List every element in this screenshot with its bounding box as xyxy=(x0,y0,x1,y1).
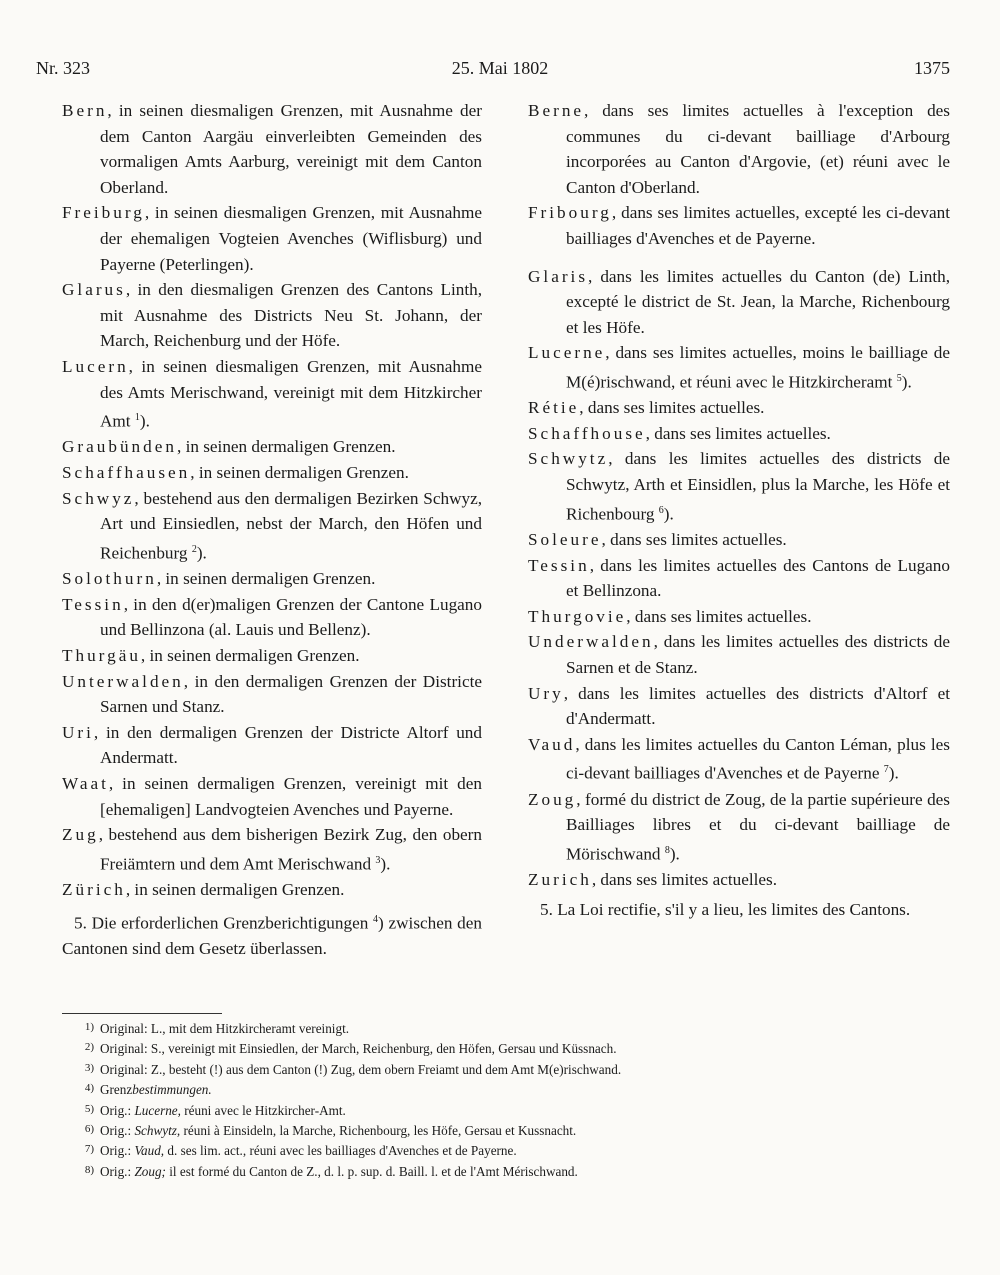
footnote-text: Orig.: xyxy=(100,1163,135,1179)
footnote-text: Orig.: xyxy=(100,1123,135,1139)
canton-name: Schwytz xyxy=(528,449,609,469)
canton-entry xyxy=(62,354,482,435)
canton-name: Thurgäu xyxy=(62,645,141,665)
paragraph-text: 5. La Loi rectifie, s'il y a lieu, les limites des Cantons. xyxy=(540,899,911,919)
canton-name: Zug xyxy=(62,825,99,845)
footnote xyxy=(72,1079,932,1099)
canton-name: Bern xyxy=(62,101,108,120)
canton-name: Soleure xyxy=(528,529,602,549)
footnote-ref: 6 xyxy=(658,504,664,516)
footnote-text: Vaud, xyxy=(134,1143,165,1159)
canton-name: Rétie xyxy=(528,398,580,418)
canton-name: Fribourg xyxy=(528,203,612,223)
footnote-ref: 1 xyxy=(134,412,140,424)
entry-text: , dans ses limites actuelles. xyxy=(626,606,812,626)
footnote xyxy=(72,1038,932,1058)
footnote xyxy=(72,1140,932,1160)
page-number-ref: Nr. 323 xyxy=(36,58,90,78)
footnote-text: Orig.: xyxy=(100,1102,135,1118)
canton-entry xyxy=(62,460,482,486)
canton-entry xyxy=(528,264,950,341)
canton-name: Glarus xyxy=(62,280,126,300)
canton-entry xyxy=(528,553,950,604)
canton-entry xyxy=(528,681,950,732)
canton-entry xyxy=(528,604,950,630)
paragraph-text: ) zwischen den Cantonen sind dem Gesetz überlassen. xyxy=(62,913,482,958)
footnote-number: 6) xyxy=(84,1123,94,1136)
page-date: 25. Mai 1802 xyxy=(451,58,549,78)
canton-entry xyxy=(62,822,482,877)
footnote-text: bestimmungen. xyxy=(132,1082,212,1098)
canton-entry xyxy=(528,200,950,251)
footnote-number: 3) xyxy=(84,1061,94,1074)
canton-entry xyxy=(62,643,482,669)
canton-name: Underwalden xyxy=(528,632,654,652)
canton-name: Schaffhouse xyxy=(528,423,646,443)
canton-name: Lucerne xyxy=(528,343,606,363)
footnote-text: Original: Z., besteht (!) aus dem Canton (!) Zug, dem obern Freiamt und dem Amt M(e)rischwand. xyxy=(100,1061,622,1077)
canton-name: Waat xyxy=(62,773,109,793)
footnote-text: Orig.: xyxy=(100,1143,135,1159)
canton-name: Uri xyxy=(62,722,94,742)
canton-name: Thurgovie xyxy=(528,606,627,626)
footnote-text: réuni à Einsideln, la Marche, Richenbourg, les Höfe, Gersau et Kussnacht. xyxy=(180,1123,577,1139)
entry-text: , in den d(er)maligen Grenzen der Cantone Lugano und Bellinzona (al. Lauis und Bellenz). xyxy=(100,594,482,640)
canton-entry xyxy=(528,340,950,395)
footnote-ref: 4 xyxy=(373,913,379,925)
entry-text: , in seinen dermaligen Grenzen. xyxy=(176,437,396,457)
canton-name: Solothurn xyxy=(62,569,157,589)
article-paragraph xyxy=(62,907,482,962)
entry-tail: ). xyxy=(380,854,391,874)
entry-text: , in seinen dermaligen Grenzen, vereinigt mit den [ehemaligen] Landvogteien Avenches und Payerne. xyxy=(100,773,482,819)
entry-tail: ). xyxy=(888,764,899,784)
footnote-ref: 7 xyxy=(883,764,889,776)
entry-text: , in seinen dermaligen Grenzen. xyxy=(190,463,409,483)
entry-text: , dans ses limites actuelles. xyxy=(591,870,778,890)
canton-entry xyxy=(528,867,950,893)
canton-entry xyxy=(62,720,482,771)
canton-name: Lucern xyxy=(62,356,129,376)
entry-tail: ). xyxy=(901,372,912,392)
footnote-text: Schwytz, xyxy=(134,1123,181,1139)
entry-text: , dans ses limites actuelles à l'exception des communes du ci-devant bailliage d'Arbourg incorporées au Canton d'Argovie, (et) réuni avec le Canton d'Oberland. xyxy=(566,101,950,197)
footnote-text: il est formé du Canton de Z., d. l. p. sup. d. Baill. l. et de l'Amt Mérischwand. xyxy=(165,1163,578,1179)
entry-text: , in den diesmaligen Grenzen des Cantons Linth, mit Ausnahme des Districts Neu St. Johann, der March, Reichenburg und der Höfe. xyxy=(100,280,482,351)
entry-tail: ). xyxy=(663,504,674,524)
canton-entry xyxy=(528,421,950,447)
footnote-number: 4) xyxy=(84,1082,94,1095)
canton-name: Berne xyxy=(528,101,585,120)
footnote-text: Lucerne, xyxy=(134,1102,181,1118)
entry-text: , bestehend aus den dermaligen Bezirken Schwyz, Art und Einsiedlen, nebst der March, den Höfen und Reichenburg xyxy=(100,488,482,563)
footnote-number: 5) xyxy=(84,1102,94,1115)
footnote-text: Original: L., mit dem Hitzkircheramt vereinigt. xyxy=(100,1021,350,1036)
canton-entry xyxy=(62,877,482,903)
footnotes xyxy=(72,1018,932,1181)
canton-entry xyxy=(62,592,482,643)
canton-entry xyxy=(62,98,482,200)
footnote-text: Zoug; xyxy=(134,1163,166,1179)
canton-name: Tessin xyxy=(62,594,124,614)
canton-entry xyxy=(528,629,950,680)
entry-text: , in den dermaligen Grenzen der Districte Altorf und Andermatt. xyxy=(93,722,482,768)
entry-text: , dans les limites actuelles des districts de Schwytz, Arth et Einsidlen, plus la Marche, les Höfe et Richenbourg xyxy=(566,449,950,524)
canton-name: Unterwalden xyxy=(62,671,184,691)
canton-name: Schwyz xyxy=(62,488,135,508)
entry-tail: ). xyxy=(669,844,680,864)
canton-name: Schaffhausen xyxy=(62,463,191,483)
footnote-ref: 3 xyxy=(375,854,381,866)
entry-text: , in seinen dermaligen Grenzen. xyxy=(125,880,345,900)
canton-name: Freiburg xyxy=(62,203,145,223)
canton-entry xyxy=(62,486,482,567)
footnote xyxy=(72,1161,932,1181)
article-paragraph xyxy=(528,897,950,923)
canton-name: Zurich xyxy=(528,870,592,890)
entry-tail: ). xyxy=(196,543,207,563)
canton-entry xyxy=(62,277,482,354)
canton-name: Zoug xyxy=(528,789,577,809)
entry-text: , dans les limites actuelles des Cantons de Lugano et Bellinzona. xyxy=(566,555,950,601)
canton-entry xyxy=(62,434,482,460)
canton-entry xyxy=(62,200,482,277)
german-column xyxy=(62,98,482,962)
french-column xyxy=(528,98,950,922)
footnote xyxy=(72,1018,932,1038)
entry-text: , dans les limites actuelles du Canton Léman, plus les ci-devant bailliages d'Avenches et de Payerne xyxy=(566,734,950,784)
footnote xyxy=(72,1120,932,1140)
footnote-text: Original: S., vereinigt mit Einsiedlen, der March, Reichenburg, den Höfen, Gersau und Küssnach. xyxy=(100,1041,617,1057)
entry-text: , bestehend aus dem bisherigen Bezirk Zug, den obern Freiämtern und dem Amt Merischwand xyxy=(98,825,482,874)
canton-entry xyxy=(528,395,950,421)
footnote-number: 7) xyxy=(84,1143,94,1156)
canton-entry xyxy=(528,446,950,527)
entry-text: , in seinen diesmaligen Grenzen, mit Ausnahme des Amts Merischwand, vereinigt mit dem Hitzkircher Amt xyxy=(100,356,482,431)
footnote-number: 8) xyxy=(84,1163,94,1176)
entry-text: , dans ses limites actuelles, moins le bailliage de M(é)rischwand, et réuni avec le Hitzkircheramt xyxy=(566,343,950,392)
entry-text: , dans les limites actuelles des districts de Sarnen et de Stanz. xyxy=(566,632,950,677)
footnote-ref: 5 xyxy=(896,372,902,384)
canton-name: Ury xyxy=(528,683,564,703)
entry-tail: ). xyxy=(139,411,150,431)
footnote-text: d. ses lim. act., réuni avec les bailliages d'Avenches et de Payerne. xyxy=(164,1143,517,1159)
entry-text: , dans les limites actuelles des districts d'Altorf et d'Andermatt. xyxy=(563,683,950,729)
canton-name: Tessin xyxy=(528,555,590,575)
page-number: 1375 xyxy=(914,58,950,78)
canton-entry xyxy=(62,669,482,720)
entry-text: , dans les limites actuelles du Canton (de) Linth, excepté le district de St. Jean, la Marche, Richenbourg et les Höfe. xyxy=(566,266,950,337)
canton-name: Zürich xyxy=(62,880,126,900)
footnote-text: réuni avec le Hitzkircher-Amt. xyxy=(180,1102,346,1118)
entry-text: , in seinen dermaligen Grenzen. xyxy=(156,569,376,589)
entry-text: , formé du district de Zoug, de la partie supérieure des Bailliages libres et du ci-devant bailliage de Mörischwand xyxy=(566,789,950,864)
entry-text: , in seinen diesmaligen Grenzen, mit Ausnahme der ehemaligen Vogteien Avenches (Wiflisburg) und Payerne (Peterlingen). xyxy=(100,203,482,274)
footnote-rule xyxy=(62,1013,222,1014)
entry-text: , in seinen dermaligen Grenzen. xyxy=(140,645,360,665)
entry-text: , dans ses limites actuelles. xyxy=(579,398,765,418)
entry-text: , dans ses limites actuelles, excepté les ci-devant bailliages d'Avenches et de Payerne. xyxy=(566,203,950,248)
entry-text: , dans ses limites actuelles. xyxy=(645,423,831,443)
canton-name: Graubünden xyxy=(62,437,177,457)
footnote xyxy=(72,1059,932,1079)
canton-entry xyxy=(528,787,950,868)
footnote-ref: 2 xyxy=(191,543,197,555)
entry-text: , in seinen diesmaligen Grenzen, mit Ausnahme der dem Canton Aargäu einverleibten Gemeinden des vormaligen Amts Aarburg, vereinigt mit dem Canton Oberland. xyxy=(100,101,482,197)
canton-entry xyxy=(62,771,482,822)
canton-name: Vaud xyxy=(528,734,576,754)
footnote-ref: 8 xyxy=(664,844,670,856)
paragraph-text: 5. Die erforderlichen Grenzberichtigungen xyxy=(74,913,374,933)
canton-entry xyxy=(62,566,482,592)
footnote-number: 2) xyxy=(84,1041,94,1054)
footnote-number: 1) xyxy=(84,1021,94,1033)
canton-entry xyxy=(528,732,950,787)
canton-entry xyxy=(528,98,950,200)
footnote xyxy=(72,1100,932,1120)
entry-text: , in den dermaligen Grenzen der Districte Sarnen und Stanz. xyxy=(100,671,482,717)
canton-entry xyxy=(528,527,950,553)
footnote-text: Grenz xyxy=(100,1082,133,1098)
canton-name: Glaris xyxy=(528,266,589,286)
entry-text: , dans ses limites actuelles. xyxy=(601,529,787,549)
